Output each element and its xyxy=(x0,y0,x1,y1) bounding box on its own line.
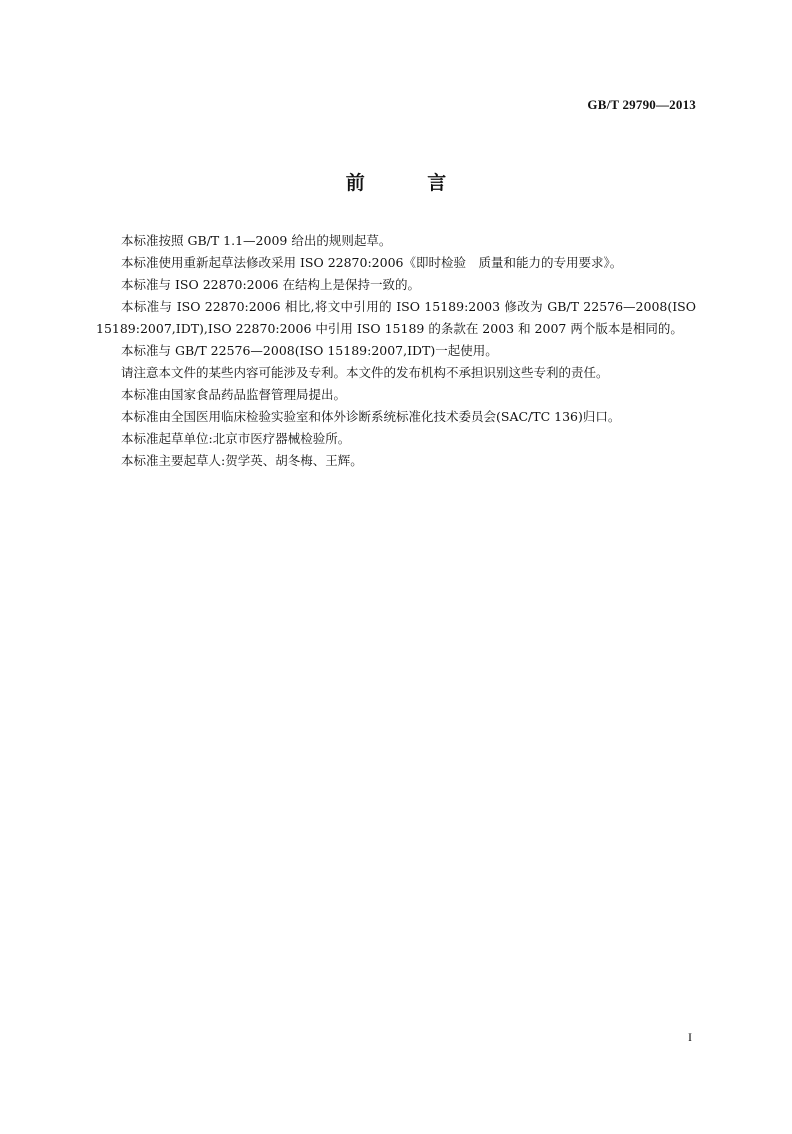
paragraph-committee: 本标准由全国医用临床检验实验室和体外诊断系统标准化技术委员会(SAC/TC 136)归口。 xyxy=(121,409,621,424)
page-number: I xyxy=(688,1030,692,1044)
page-title: 前 言 xyxy=(345,172,475,194)
paragraph-patent-notice: 请注意本文件的某些内容可能涉及专利。本文件的发布机构不承担识别这些专利的责任。 xyxy=(121,365,609,380)
paragraph-proposer: 本标准由国家食品药品监督管理局提出。 xyxy=(121,387,347,402)
paragraph-reference-changes: 本标准与 ISO 22870:2006 相比,将文中引用的 ISO 15189:2003 修改为 GB/T 22576—2008(ISO 15189:2007,IDT),ISO 22870:2006 中引用 ISO 15189 的条款在 2003 和 2007 两个版本是相同的。 xyxy=(96,299,696,336)
paragraph-joint-use: 本标准与 GB/T 22576—2008(ISO 15189:2007,IDT)一起使用。 xyxy=(121,343,498,358)
paragraph-structure-consistency: 本标准与 ISO 22870:2006 在结构上是保持一致的。 xyxy=(121,277,420,292)
paragraph-drafting-unit: 本标准起草单位:北京市医疗器械检验所。 xyxy=(121,431,351,446)
paragraph-drafting-rules: 本标准按照 GB/T 1.1—2009 给出的规则起草。 xyxy=(121,233,392,248)
paragraph-adoption-method: 本标准使用重新起草法修改采用 ISO 22870:2006《即时检验 质量和能力的专用要求》。 xyxy=(121,255,623,270)
paragraph-drafters: 本标准主要起草人:贺学英、胡冬梅、王辉。 xyxy=(121,453,363,468)
standard-code: GB/T 29790—2013 xyxy=(587,97,696,112)
foreword-body xyxy=(96,230,696,472)
